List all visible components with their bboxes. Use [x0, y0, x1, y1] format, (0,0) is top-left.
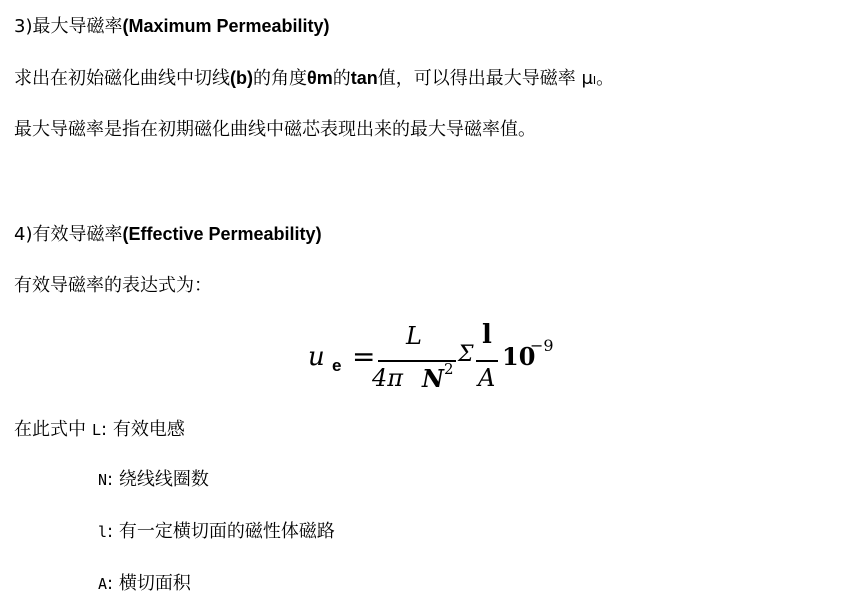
text-segment: 的 — [332, 68, 351, 89]
mu-subscript: I — [592, 74, 597, 87]
legend-symbol: l — [98, 523, 108, 541]
text-segment-bold: (b) — [230, 68, 253, 88]
theta-m-symbol: θm — [306, 68, 333, 88]
legend-description: : 横切面积 — [107, 573, 191, 594]
section-3-heading-cn: 3)最大导磁率 — [14, 16, 123, 37]
formula-legend-item — [98, 468, 209, 492]
formula-denominator-1a: 4π — [372, 364, 404, 392]
section-4-heading — [14, 222, 322, 247]
formula-lhs-subscript: e — [332, 356, 342, 375]
section-3-heading-en: (Maximum Permeability) — [122, 16, 330, 36]
formula-power-base: 10 — [502, 342, 536, 371]
formula-numerator-1: L — [406, 322, 422, 350]
text-segment: 值，可以得出最大导磁率 μ — [377, 68, 593, 89]
formula-lhs: u — [308, 342, 325, 372]
formula-denominator-2: A — [478, 364, 496, 392]
section-3-paragraph-2: 最大导磁率是指在初期磁化曲线中磁芯表现出来的最大导磁率值。 — [14, 119, 536, 140]
effective-permeability-formula — [304, 322, 574, 400]
section-4-heading-en: (Effective Permeability) — [122, 224, 322, 244]
formula-legend-item — [98, 572, 191, 596]
section-3-heading — [14, 14, 330, 39]
formula-denominator-1b: N — [422, 364, 444, 393]
formula-fraction-bar-2 — [476, 360, 498, 362]
formula-denominator-1-superscript: 2 — [444, 360, 454, 378]
section-3-paragraph-1 — [14, 66, 614, 93]
text-segment: 的角度 — [252, 68, 307, 89]
text-segment: : 有效电感 — [101, 419, 185, 440]
text-segment: 。 — [596, 68, 615, 89]
legend-description: : 绕线线圈数 — [107, 469, 209, 490]
section-4-heading-cn: 4)有效导磁率 — [14, 224, 123, 245]
formula-legend-item — [98, 520, 335, 544]
legend-symbol: N — [98, 471, 108, 489]
formula-power-exponent: −9 — [530, 336, 554, 355]
text-segment: 求出在初始磁化曲线中切线 — [14, 68, 230, 89]
formula-equals: = — [352, 340, 376, 373]
formula-numerator-2: l — [482, 320, 492, 350]
legend-description: : 有一定横切面的磁性体磁路 — [107, 521, 335, 542]
section-4-paragraph-1: 有效导磁率的表达式为： — [14, 275, 212, 296]
formula-sigma: Σ — [458, 342, 474, 367]
text-segment: 在此式中 — [14, 419, 86, 440]
legend-symbol-L: L — [92, 421, 102, 439]
tan-symbol: tan — [350, 68, 378, 88]
formula-legend-intro — [14, 418, 185, 442]
legend-symbol: A — [98, 575, 108, 593]
